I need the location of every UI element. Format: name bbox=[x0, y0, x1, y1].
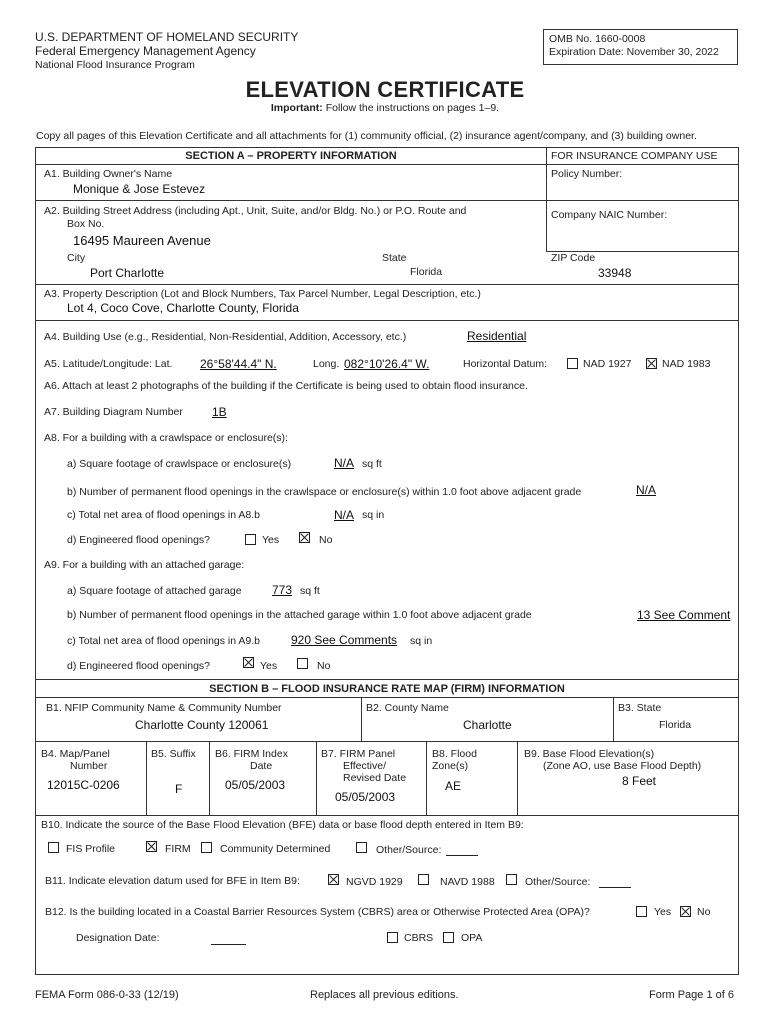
a8a-label: a) Square footage of crawlspace or enclosure(s) bbox=[67, 458, 292, 470]
insurance-use-heading: FOR INSURANCE COMPANY USE bbox=[551, 150, 718, 162]
b3-label: B3. State bbox=[618, 702, 662, 714]
b8-label-cont: Zone(s) bbox=[432, 760, 469, 772]
b12-no-label: No bbox=[697, 906, 711, 918]
a7-diagram-number[interactable]: 1B bbox=[212, 405, 227, 419]
nad1983-label: NAD 1983 bbox=[662, 358, 711, 370]
b5-suffix[interactable]: F bbox=[175, 782, 183, 796]
a8d-no-checkbox[interactable] bbox=[299, 532, 310, 543]
b4-label: B4. Map/Panel bbox=[41, 748, 110, 760]
community-determined-checkbox[interactable] bbox=[201, 842, 212, 853]
page-number: Form Page 1 of 6 bbox=[649, 989, 734, 1001]
b9-label: B9. Base Flood Elevation(s) bbox=[524, 748, 655, 760]
b3-state[interactable]: Florida bbox=[659, 719, 692, 731]
a9-label: A9. For a building with an attached garage: bbox=[44, 559, 245, 571]
b1-label: B1. NFIP Community Name & Community Number bbox=[46, 702, 282, 714]
page-title: ELEVATION CERTIFICATE bbox=[245, 77, 525, 102]
a4-building-use[interactable]: Residential bbox=[467, 329, 527, 343]
a8d-yes-label: Yes bbox=[262, 534, 280, 546]
b6-label: B6. FIRM Index bbox=[215, 748, 288, 760]
a2-label: A2. Building Street Address (including Apt., Unit, Suite, and/or Bldg. No.) or P.O. Route and bbox=[44, 205, 467, 217]
ngvd1929-checkbox[interactable] bbox=[328, 874, 339, 885]
agency-name: Federal Emergency Management Agency bbox=[35, 44, 256, 58]
section-a-title: SECTION A – PROPERTY INFORMATION bbox=[185, 150, 397, 162]
firm-label: FIRM bbox=[165, 843, 191, 855]
state-value[interactable]: Florida bbox=[410, 266, 443, 278]
naic-label: Company NAIC Number: bbox=[551, 209, 668, 221]
b11-other-label: Other/Source: bbox=[525, 876, 591, 888]
fis-profile-checkbox[interactable] bbox=[48, 842, 59, 853]
department-name: U.S. DEPARTMENT OF HOMELAND SECURITY bbox=[35, 30, 299, 44]
other-source-checkbox[interactable] bbox=[356, 842, 367, 853]
a9a-label: a) Square footage of attached garage bbox=[67, 585, 242, 597]
b12-yes-checkbox[interactable] bbox=[636, 906, 647, 917]
state-label: State bbox=[382, 252, 407, 264]
a4-label: A4. Building Use (e.g., Residential, Non-Residential, Addition, Accessory, etc.) bbox=[44, 331, 407, 343]
replaces-note: Replaces all previous editions. bbox=[310, 989, 459, 1001]
a9a-unit: sq ft bbox=[300, 585, 320, 597]
a3-property-description[interactable]: Lot 4, Coco Cove, Charlotte County, Florida bbox=[67, 301, 299, 315]
a1-label: A1. Building Owner's Name bbox=[44, 168, 173, 180]
b12-yes-label: Yes bbox=[654, 906, 672, 918]
community-determined-label: Community Determined bbox=[220, 843, 331, 855]
ngvd1929-label: NGVD 1929 bbox=[346, 876, 403, 888]
b12-no-checkbox[interactable] bbox=[680, 906, 691, 917]
a8c-value[interactable]: N/A bbox=[334, 508, 355, 522]
nad1983-checkbox[interactable] bbox=[646, 358, 657, 369]
b10-label: B10. Indicate the source of the Base Flood Elevation (BFE) data or base flood depth entered in Item B9: bbox=[41, 819, 524, 831]
a5-latitude[interactable]: 26°58'44.4" N. bbox=[200, 357, 277, 371]
city-label: City bbox=[67, 252, 86, 264]
b4-label-cont: Number bbox=[70, 760, 108, 772]
a9d-no-label: No bbox=[317, 660, 331, 672]
a9c-value[interactable]: 920 See Comments bbox=[291, 633, 398, 647]
a3-label: A3. Property Description (Lot and Block Numbers, Tax Parcel Number, Legal Description, etc.) bbox=[44, 288, 481, 300]
a8d-label: d) Engineered flood openings? bbox=[67, 534, 211, 546]
b4-map-panel[interactable]: 12015C-0206 bbox=[47, 778, 120, 792]
a8b-value[interactable]: N/A bbox=[636, 483, 657, 497]
a7-label: A7. Building Diagram Number bbox=[44, 406, 183, 418]
b11-other-checkbox[interactable] bbox=[506, 874, 517, 885]
b9-label-cont: (Zone AO, use Base Flood Depth) bbox=[543, 760, 702, 772]
b6-label-cont: Date bbox=[250, 760, 273, 772]
important-note bbox=[0, 102, 770, 114]
designation-date-label: Designation Date: bbox=[76, 932, 160, 944]
a9a-value[interactable]: 773 bbox=[272, 583, 293, 597]
program-name: National Flood Insurance Program bbox=[35, 59, 195, 71]
other-source-label: Other/Source: bbox=[376, 844, 442, 856]
fis-profile-label: FIS Profile bbox=[66, 843, 116, 855]
zip-label: ZIP Code bbox=[551, 252, 596, 264]
important-label: Important: bbox=[270, 102, 323, 114]
policy-number-label: Policy Number: bbox=[551, 168, 623, 180]
a8d-yes-checkbox[interactable] bbox=[245, 534, 256, 545]
nad1927-checkbox[interactable] bbox=[567, 358, 578, 369]
cbrs-label: CBRS bbox=[404, 932, 434, 944]
b9-base-flood-elevation[interactable]: 8 Feet bbox=[622, 774, 657, 788]
b7-firm-panel-date[interactable]: 05/05/2003 bbox=[335, 790, 396, 804]
b7-label-cont: Effective/ bbox=[343, 760, 386, 772]
b7-label: B7. FIRM Panel bbox=[321, 748, 396, 760]
a5-longitude[interactable]: 082°10'26.4" W. bbox=[344, 357, 430, 371]
b12-label: B12. Is the building located in a Coastal Barrier Resources System (CBRS) area or Otherwise Protected Area (OPA)? bbox=[45, 906, 590, 918]
a2-street-address[interactable]: 16495 Maureen Avenue bbox=[73, 233, 211, 248]
b8-flood-zone[interactable]: AE bbox=[445, 779, 462, 793]
b7-label-cont2: Revised Date bbox=[343, 772, 407, 784]
a9d-no-checkbox[interactable] bbox=[297, 658, 308, 669]
b11-label: B11. Indicate elevation datum used for BFE in Item B9: bbox=[45, 875, 300, 887]
a5-label: A5. Latitude/Longitude: Lat. bbox=[44, 358, 173, 370]
b8-label: B8. Flood bbox=[432, 748, 477, 760]
b6-firm-index-date[interactable]: 05/05/2003 bbox=[225, 778, 286, 792]
a9c-label: c) Total net area of flood openings in A9.b bbox=[67, 635, 261, 647]
a8a-unit: sq ft bbox=[362, 458, 382, 470]
omb-number: OMB No. 1660-0008 bbox=[549, 33, 646, 45]
city-value[interactable]: Port Charlotte bbox=[90, 266, 165, 280]
a9d-label: d) Engineered flood openings? bbox=[67, 660, 211, 672]
firm-checkbox[interactable] bbox=[146, 841, 157, 852]
expiration-date: Expiration Date: November 30, 2022 bbox=[549, 46, 719, 58]
form-number: FEMA Form 086-0-33 (12/19) bbox=[35, 989, 179, 1001]
a8c-unit: sq in bbox=[362, 509, 385, 521]
a9d-yes-label: Yes bbox=[260, 660, 278, 672]
a5-long-label: Long. bbox=[313, 358, 340, 370]
a9b-label: b) Number of permanent flood openings in the attached garage within 1.0 foot above adjacent grade bbox=[67, 609, 532, 621]
a2-label-cont: Box No. bbox=[67, 218, 105, 230]
a9c-unit: sq in bbox=[410, 635, 433, 647]
a5-datum-label: Horizontal Datum: bbox=[463, 358, 548, 370]
a6-label: A6. Attach at least 2 photographs of the building if the Certificate is being used to obtain flood insurance. bbox=[44, 380, 528, 392]
a9b-value[interactable]: 13 See Comment bbox=[637, 608, 731, 622]
b1-community[interactable]: Charlotte County 120061 bbox=[135, 718, 269, 732]
nad1927-label: NAD 1927 bbox=[583, 358, 632, 370]
a8a-value[interactable]: N/A bbox=[334, 456, 355, 470]
a8d-no-label: No bbox=[319, 534, 333, 546]
b2-county[interactable]: Charlotte bbox=[463, 718, 512, 732]
zip-value[interactable]: 33948 bbox=[598, 266, 632, 280]
omb-box bbox=[543, 29, 738, 65]
navd1988-label: NAVD 1988 bbox=[440, 876, 495, 888]
navd1988-checkbox[interactable] bbox=[418, 874, 429, 885]
important-text: Follow the instructions on pages 1–9. bbox=[322, 102, 500, 114]
cbrs-checkbox[interactable] bbox=[387, 932, 398, 943]
a9d-yes-checkbox[interactable] bbox=[243, 657, 254, 668]
opa-label: OPA bbox=[461, 932, 483, 944]
b5-label: B5. Suffix bbox=[151, 748, 196, 760]
b2-label: B2. County Name bbox=[366, 702, 449, 714]
a1-owner-name[interactable]: Monique & Jose Estevez bbox=[73, 182, 206, 196]
a8-label: A8. For a building with a crawlspace or enclosure(s): bbox=[44, 432, 288, 444]
a8b-label: b) Number of permanent flood openings in the crawlspace or enclosure(s) within 1.0 foot above adjacent grade bbox=[67, 486, 582, 498]
opa-checkbox[interactable] bbox=[443, 932, 454, 943]
section-b-title: SECTION B – FLOOD INSURANCE RATE MAP (FIRM) INFORMATION bbox=[209, 683, 565, 695]
a8c-label: c) Total net area of flood openings in A8.b bbox=[67, 509, 261, 521]
copy-note: Copy all pages of this Elevation Certificate and all attachments for (1) community official, (2) insurance agent/company, and (3) building owner. bbox=[36, 130, 697, 142]
